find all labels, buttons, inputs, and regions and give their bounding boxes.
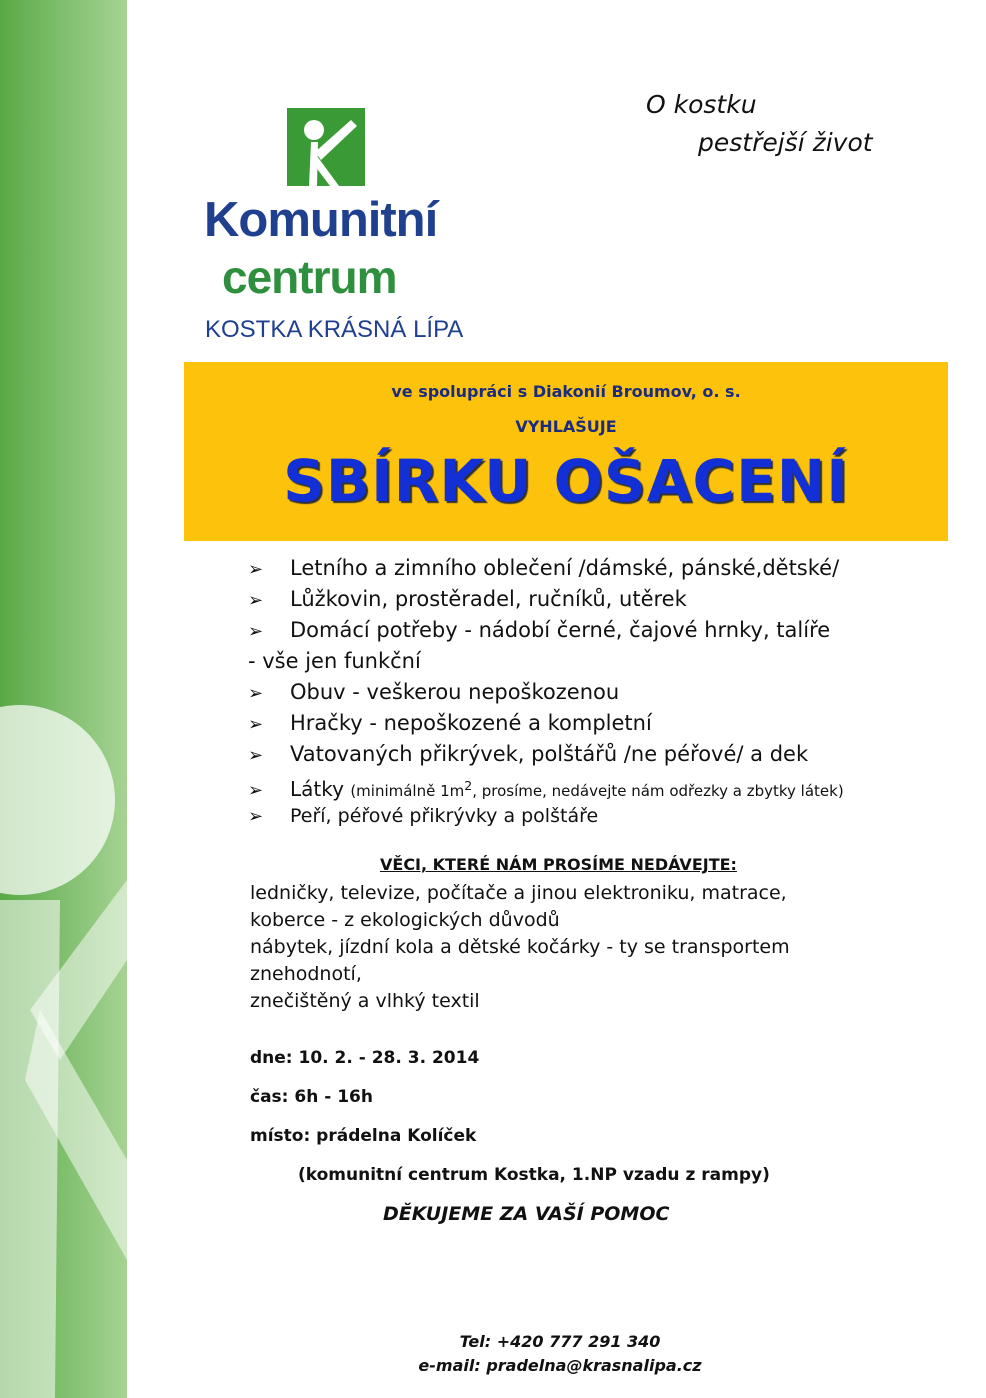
fabric-note-start: (minimálně 1m — [350, 782, 465, 800]
fabric-note-end: , prosíme, nedávejte nám odřezky a zbytky látek) — [472, 782, 844, 800]
list-item-text: Vatovaných přikrývek, polštářů /ne péřové/ a dek — [290, 742, 809, 766]
slogan-line-2: pestřejší život — [698, 128, 873, 157]
not-accepted-list — [250, 880, 900, 1015]
logo-location: KOSTKA KRÁSNÁ LÍPA — [205, 316, 464, 343]
left-green-stripe — [0, 0, 127, 1398]
arrow-bullet-icon: ➢ — [248, 621, 264, 642]
list-item-text: Lůžkovin, prostěradel, ručníků, utěrek — [290, 587, 687, 611]
list-item — [248, 615, 968, 646]
list-item-text: Látky — [290, 777, 344, 801]
arrow-bullet-icon: ➢ — [248, 714, 264, 735]
time-info: čas: 6h - 16h — [250, 1087, 373, 1107]
logo-subtitle: centrum — [222, 251, 397, 303]
list-item-continuation — [248, 646, 968, 677]
announces-text: VYHLAŠUJE — [515, 417, 617, 436]
list-item — [248, 739, 968, 770]
list-item-text: Letního a zimního oblečení /dámské, pánské,dětské/ — [290, 556, 840, 580]
not-accepted-line: nábytek, jízdní kola a dětské kočárky - ty se transportem — [250, 936, 790, 958]
place-info: místo: prádelna Kolíček — [250, 1126, 477, 1146]
headline-banner — [184, 362, 948, 541]
contact-phone: Tel: +420 777 291 340 — [459, 1332, 661, 1351]
not-accepted-line: znečištěný a vlhký textil — [250, 990, 480, 1012]
fabric-note — [350, 778, 844, 800]
arrow-bullet-icon: ➢ — [248, 590, 264, 611]
slogan-line-1: O kostku — [646, 90, 757, 119]
list-item-text: Obuv - veškerou nepoškozenou — [290, 680, 620, 704]
arrow-bullet-icon: ➢ — [248, 806, 264, 827]
list-item-text: - vše jen funkční — [248, 649, 421, 673]
list-item — [248, 801, 968, 832]
banner-title: SBÍRKU OŠACENÍ — [283, 447, 849, 515]
logo-mark-icon — [287, 108, 365, 186]
list-item-text: Peří, péřové přikrývky a polštáře — [290, 805, 599, 827]
date-info: dne: 10. 2. - 28. 3. 2014 — [250, 1048, 480, 1068]
list-item-text: Domácí potřeby - nádobí černé, čajové hrnky, talíře — [290, 618, 831, 642]
list-item — [248, 584, 968, 615]
stick-figure-icon — [0, 0, 127, 1398]
accepted-items-list — [248, 553, 968, 832]
arrow-bullet-icon: ➢ — [248, 745, 264, 766]
cooperation-text: ve spolupráci s Diakonií Broumov, o. s. — [391, 382, 741, 401]
arrow-bullet-icon: ➢ — [248, 683, 264, 704]
list-item — [248, 553, 968, 584]
thanks-text: DĚKUJEME ZA VAŠÍ POMOC — [383, 1203, 670, 1225]
logo-title: Komunitní — [204, 193, 438, 247]
not-accepted-line: znehodnotí, — [250, 963, 362, 985]
arrow-bullet-icon: ➢ — [248, 559, 264, 580]
contact-email: e-mail: pradelna@krasnalipa.cz — [418, 1356, 702, 1375]
list-item — [248, 708, 968, 739]
list-item — [248, 677, 968, 708]
fabric-note-sup: 2 — [464, 778, 473, 793]
contact-block — [380, 1330, 740, 1378]
not-accepted-heading: VĚCI, KTERÉ NÁM PROSÍME NEDÁVEJTE: — [380, 855, 737, 874]
list-item-text: Hračky - nepoškozené a kompletní — [290, 711, 652, 735]
slogan — [646, 86, 946, 162]
list-item-fabric — [248, 770, 968, 801]
arrow-bullet-icon: ➢ — [248, 780, 264, 801]
not-accepted-line: ledničky, televize, počítače a jinou elektroniku, matrace, — [250, 882, 787, 904]
place-detail: (komunitní centrum Kostka, 1.NP vzadu z rampy) — [298, 1165, 770, 1185]
not-accepted-line: koberce - z ekologických důvodů — [250, 909, 560, 931]
